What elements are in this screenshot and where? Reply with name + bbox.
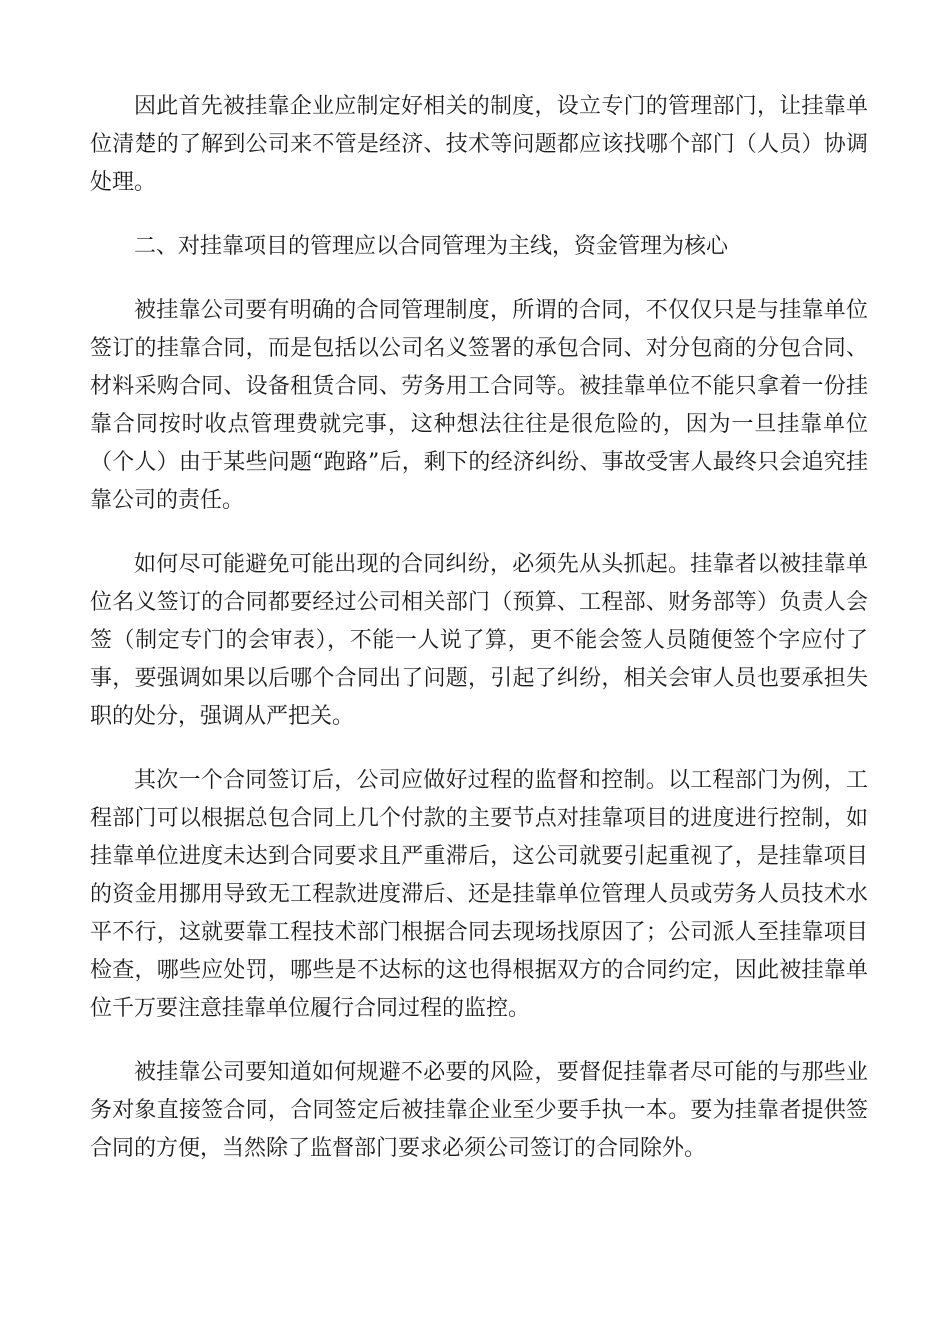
document-body — [90, 88, 868, 1194]
paragraph-intro: 因此首先被挂靠企业应制定好相关的制度，设立专门的管理部门，让挂靠单位清楚的了解到公司来不管是经济、技术等问题都应该找哪个部门（人员）协调处理。 — [90, 94, 868, 195]
paragraph-process-control: 其次一个合同签订后，公司应做好过程的监督和控制。以工程部门为例，工程部门可以根据总包合同上几个付款的主要节点对挂靠项目的进度进行控制，如挂靠单位进度未达到合同要求且严重滞后，这公司就要引起重视了，是挂靠项目的资金用挪用导致无工程款进度滞后、还是挂靠单位管理人员或劳务人员技术水平不行，这就要靠工程技术部门根据合同去现场找原因了；公司派人至挂靠项目检查，哪些应处罚，哪些是不达标的这也得根据双方的合同约定，因此被挂靠单位千万要注意挂靠单位履行合同过程的监控。 — [90, 768, 868, 1021]
paragraph-risk-avoidance: 被挂靠公司要知道如何规避不必要的风险，要督促挂靠者尽可能的与那些业务对象直接签合同，合同签定后被挂靠企业至少要手执一本。要为挂靠者提供签合同的方便，当然除了监督部门要求必须公司签订的合同除外。 — [90, 1060, 868, 1161]
section-heading: 二、对挂靠项目的管理应以合同管理为主线，资金管理为核心 — [134, 234, 729, 259]
paragraph-contract-disputes: 如何尽可能避免可能出现的合同纠纷，必须先从头抓起。挂靠者以被挂靠单位名义签订的合同都要经过公司相关部门（预算、工程部、财务部等）负责人会签（制定专门的会审表），不能一人说了算，更不能会签人员随便签个字应付了事，要强调如果以后哪个合同出了问题，引起了纠纷，相关会审人员也要承担失职的处分，强调从严把关。 — [90, 552, 868, 729]
paragraph-contract-system: 被挂靠公司要有明确的合同管理制度，所谓的合同，不仅仅只是与挂靠单位签订的挂靠合同，而是包括以公司名义签署的承包合同、对分包商的分包合同、材料采购合同、设备租赁合同、劳务用工合同等。被挂靠单位不能只拿着一份挂靠合同按时收点管理费就完事，这种想法往往是很危险的，因为一旦挂靠单位（个人）由于某些问题“跑路”后，剩下的经济纠纷、事故受害人最终只会追究挂靠公司的责任。 — [90, 298, 868, 513]
